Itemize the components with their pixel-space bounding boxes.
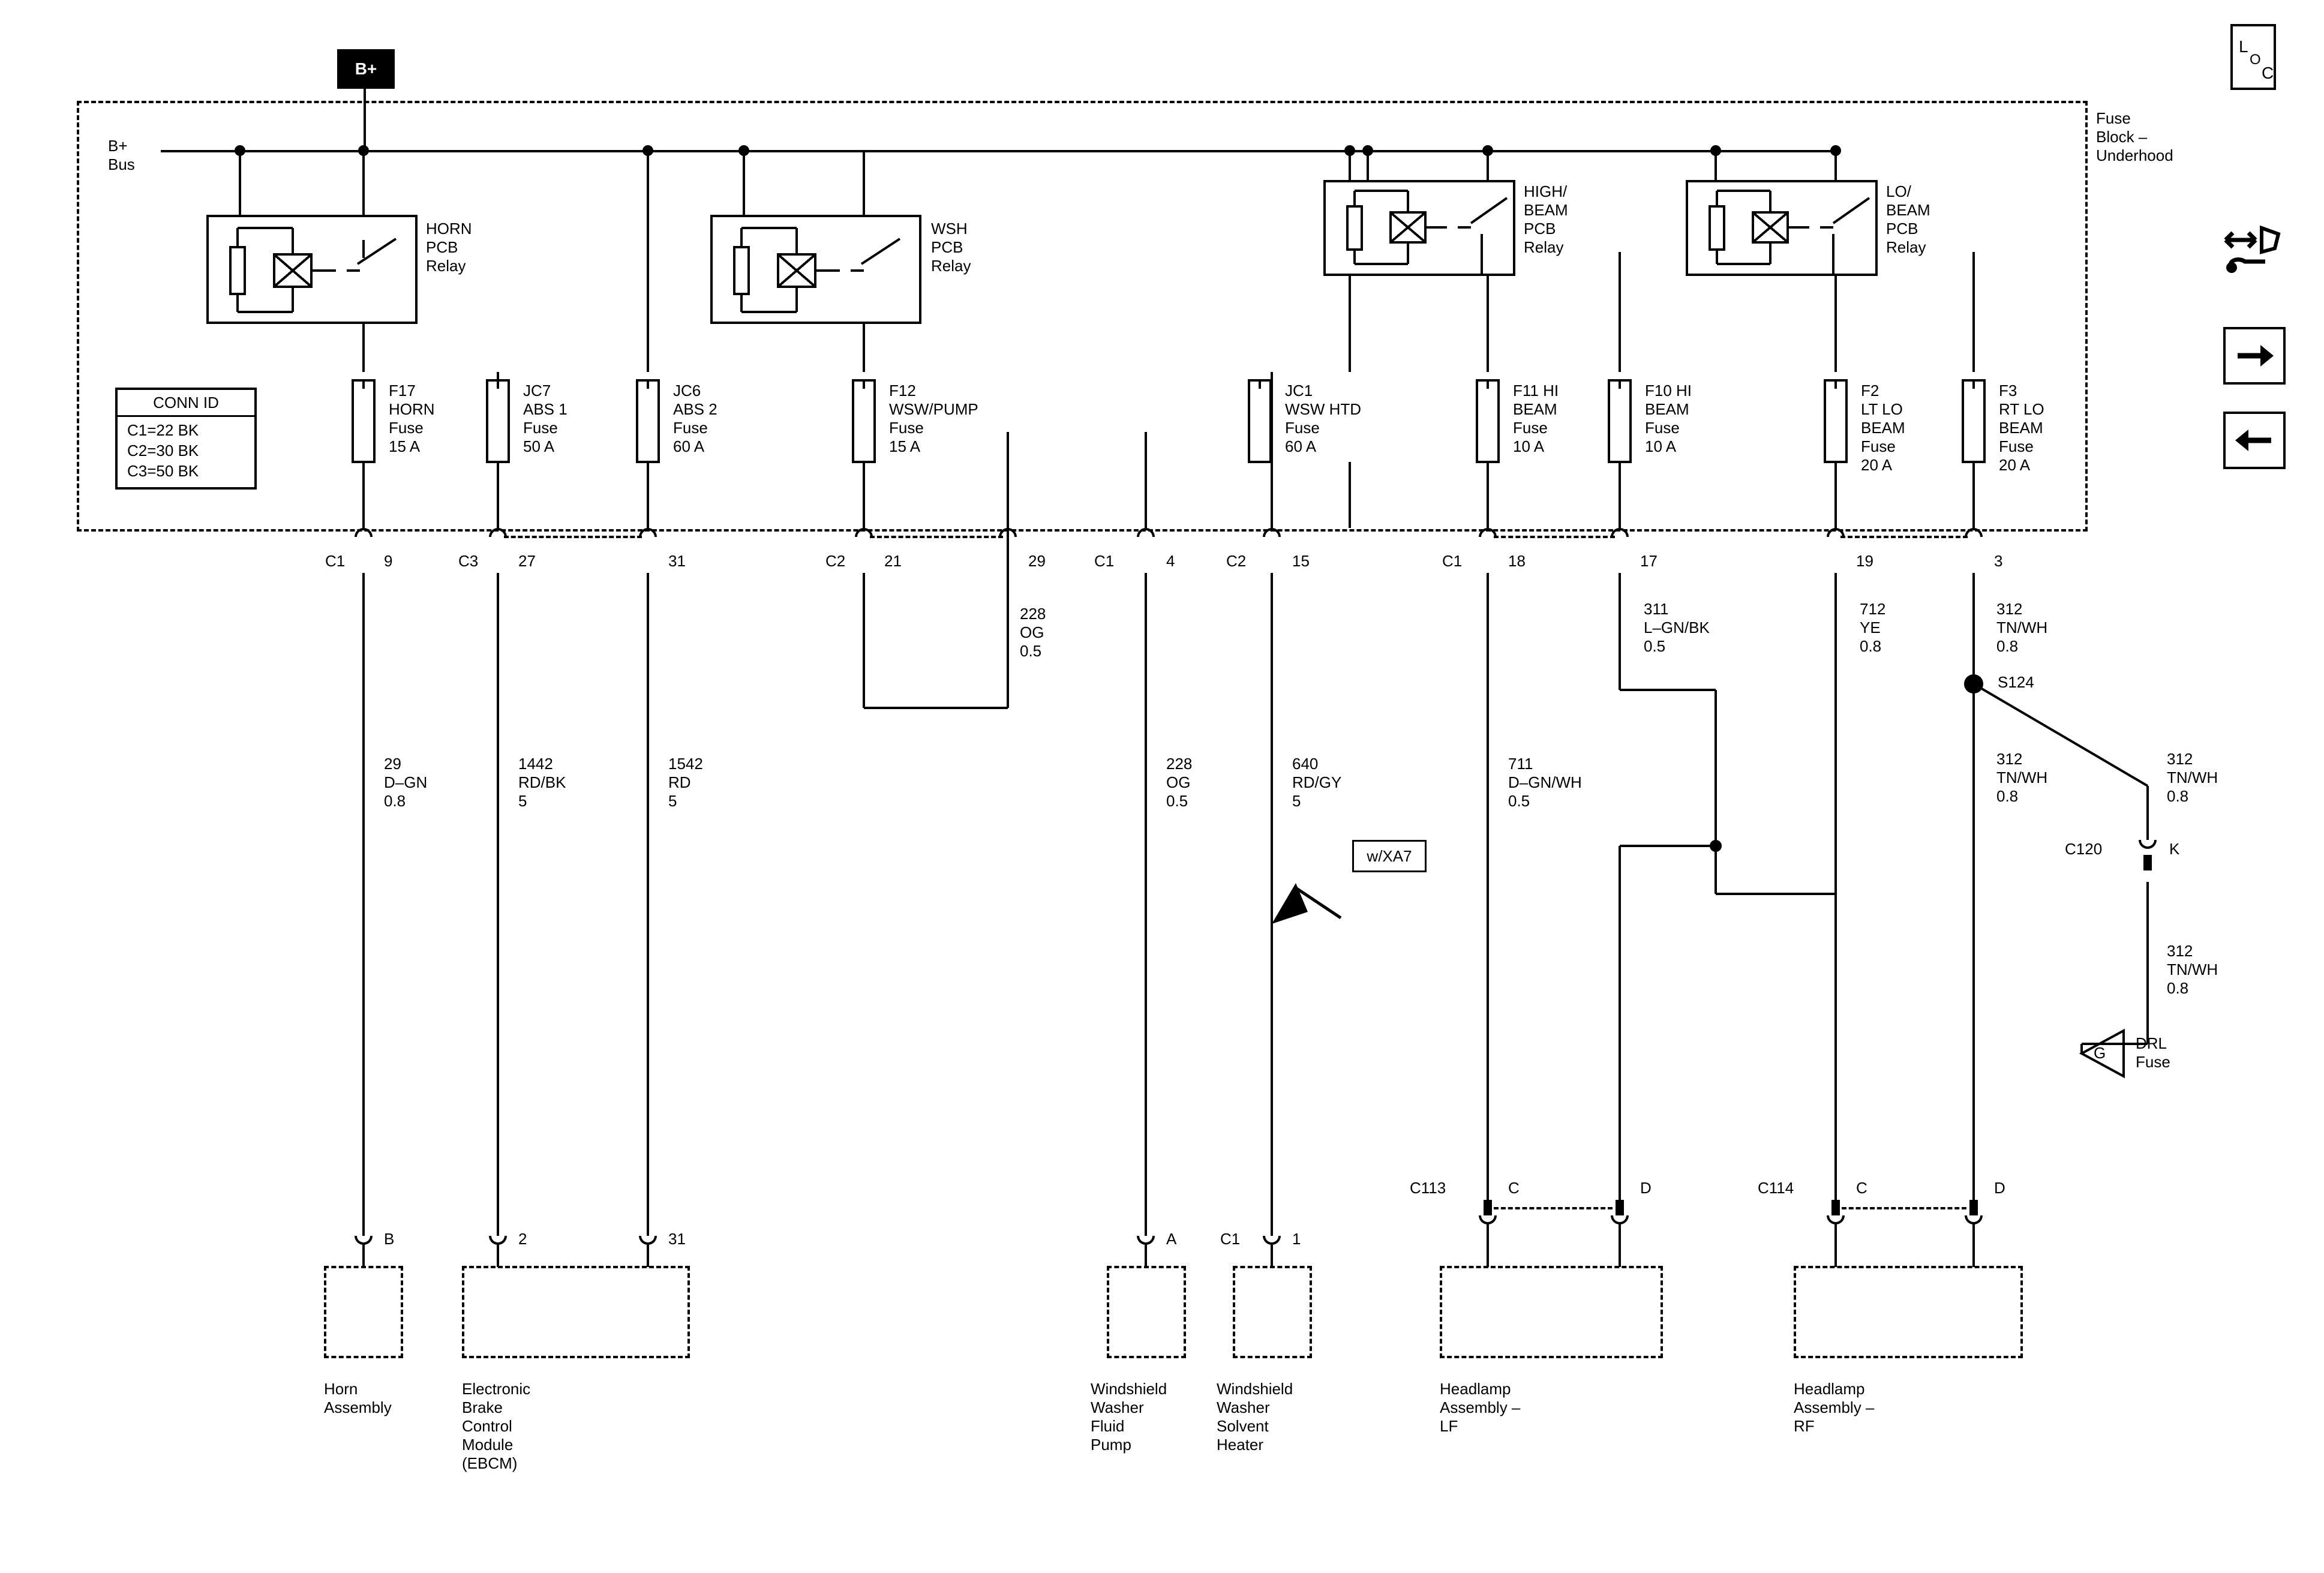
headlamp-assembly-lf-box[interactable] — [1440, 1266, 1663, 1358]
wire-label-228-og-jumper: 228 OG 0.5 — [1020, 605, 1046, 660]
conn-id-row-3: C3=50 BK — [127, 462, 199, 480]
b-plus-bus-line — [161, 150, 1834, 152]
fuse-jc7[interactable] — [486, 379, 510, 463]
connector-c120-label: C120 — [2065, 840, 2103, 858]
fuse-f17[interactable] — [352, 379, 376, 463]
terminal-arc-c113-c — [1479, 1215, 1497, 1224]
fuse-f11-label: F11 HI BEAM Fuse 10 A — [1513, 382, 1559, 455]
fuse-f17-label: F17 HORN Fuse 15 A — [389, 382, 435, 455]
wire-label-312-lower: 312 TN/WH 0.8 — [2167, 942, 2218, 997]
terminal-arc-pump-a — [1137, 1236, 1155, 1245]
c114-blade-c — [1831, 1200, 1840, 1215]
c113-group-link — [1494, 1207, 1613, 1209]
bottom-pin-a: A — [1166, 1230, 1177, 1248]
loc-letter-o: O — [2250, 52, 2261, 68]
terminal-arc-c113-d — [1611, 1215, 1629, 1224]
wire-label-1542: 1542 RD 5 — [668, 755, 703, 810]
wire-label-312-top: 312 TN/WH 0.8 — [1996, 600, 2048, 655]
option-arrow-head — [1272, 883, 1308, 924]
terminal-pin-27: 27 — [518, 552, 536, 570]
next-page-button[interactable] — [2223, 327, 2286, 385]
splice-label-s124: S124 — [1998, 673, 2034, 691]
connector-c120-blade — [2143, 855, 2152, 870]
terminal-label-c2-a: C2 — [825, 552, 846, 570]
fuse-jc6[interactable] — [636, 379, 660, 463]
wsh-relay-coil — [733, 246, 750, 295]
b-plus-terminal: B+ — [337, 49, 395, 89]
ebcm-box[interactable] — [462, 1266, 690, 1358]
terminal-arc-c120-k — [2139, 840, 2157, 849]
fuse-f3-label: F3 RT LO BEAM Fuse 20 A — [1999, 382, 2044, 474]
fuse-jc1[interactable] — [1248, 379, 1272, 463]
washer-solvent-heater-box[interactable] — [1233, 1266, 1312, 1358]
b-plus-bus-label-line1: B+ — [108, 137, 128, 155]
wire-label-711: 711 D–GN/WH 0.5 — [1508, 755, 1582, 810]
terminal-arc-ebcm-2 — [489, 1236, 507, 1245]
wire-label-1442: 1442 RD/BK 5 — [518, 755, 566, 810]
terminal-label-c1-b: C1 — [1094, 552, 1115, 570]
horn-relay-label: HORN PCB Relay — [426, 220, 472, 275]
bottom-label-c1: C1 — [1220, 1230, 1241, 1248]
wire-label-312-mid-right: 312 TN/WH 0.8 — [2167, 750, 2218, 805]
connector-c113-pin-d: D — [1640, 1179, 1652, 1197]
bottom-pin-1: 1 — [1292, 1230, 1301, 1248]
connector-group-c1-link — [1494, 536, 1615, 538]
fuse-f3[interactable] — [1962, 379, 1986, 463]
splice-s124-dot — [1964, 674, 1983, 694]
fuse-f10-label: F10 HI BEAM Fuse 10 A — [1645, 382, 1692, 455]
bottom-pin-31: 31 — [668, 1230, 686, 1248]
conn-id-row-1: C1=22 BK — [127, 421, 199, 439]
c113-blade-c — [1484, 1200, 1492, 1215]
terminal-pin-31-top: 31 — [668, 552, 686, 570]
lo-beam-relay-coil — [1709, 205, 1725, 251]
option-tag-label: w/XA7 — [1367, 847, 1412, 865]
wire-label-640: 640 RD/GY 5 — [1292, 755, 1342, 810]
terminal-arc-c114-d — [1965, 1215, 1983, 1224]
lo-beam-relay-label: LO/ BEAM PCB Relay — [1886, 182, 1930, 256]
wire-label-29: 29 D–GN 0.8 — [384, 755, 428, 810]
terminal-pin-4: 4 — [1166, 552, 1175, 570]
connector-c114-pin-c: C — [1856, 1179, 1867, 1197]
drl-fuse-label: DRL Fuse — [2136, 1034, 2170, 1071]
terminal-label-c3: C3 — [458, 552, 479, 570]
wire-label-312-mid-left: 312 TN/WH 0.8 — [1996, 750, 2048, 805]
fuse-f12[interactable] — [852, 379, 876, 463]
ebcm-label: Electronic Brake Control Module (EBCM) — [462, 1380, 531, 1472]
horn-relay-diode — [273, 253, 313, 288]
conn-id-row-2: C2=30 BK — [127, 442, 199, 460]
terminal-label-c1-c: C1 — [1442, 552, 1463, 570]
b-plus-bus-label-line2: Bus — [108, 155, 135, 173]
fuse-f2-label: F2 LT LO BEAM Fuse 20 A — [1861, 382, 1905, 474]
high-beam-relay-diode — [1389, 211, 1427, 244]
lo-beam-relay-diode — [1752, 211, 1789, 244]
drl-marker-letter: G — [2094, 1044, 2106, 1062]
connector-c114-label: C114 — [1758, 1179, 1794, 1197]
bottom-pin-2: 2 — [518, 1230, 527, 1248]
washer-fluid-pump-label: Windshield Washer Fluid Pump — [1091, 1380, 1167, 1454]
wire-label-311: 311 L–GN/BK 0.5 — [1644, 600, 1710, 655]
terminal-arc-c114-c — [1827, 1215, 1845, 1224]
wsh-relay-label: WSH PCB Relay — [931, 220, 971, 275]
connector-c120-pin: K — [2169, 840, 2180, 858]
terminal-pin-9: 9 — [384, 552, 393, 570]
c114-blade-d — [1969, 1200, 1978, 1215]
bottom-pin-b: B — [384, 1230, 395, 1248]
headlamp-assembly-rf-label: Headlamp Assembly – RF — [1794, 1380, 1875, 1435]
fuse-f11[interactable] — [1476, 379, 1500, 463]
high-beam-relay-label: HIGH/ BEAM PCB Relay — [1524, 182, 1568, 256]
wire-label-228-pump: 228 OG 0.5 — [1166, 755, 1193, 810]
loc-letter-c: C — [2262, 64, 2274, 82]
high-beam-relay-coil — [1346, 205, 1363, 251]
horn-relay-coil — [229, 246, 246, 295]
fuse-f2[interactable] — [1824, 379, 1848, 463]
terminal-label-c2-b: C2 — [1226, 552, 1247, 570]
connector-group-c2-link — [870, 536, 1003, 538]
fuse-f12-label: F12 WSW/PUMP Fuse 15 A — [889, 382, 978, 455]
previous-page-button[interactable] — [2223, 412, 2286, 469]
terminal-pin-17: 17 — [1640, 552, 1658, 570]
c114-group-link — [1842, 1207, 1966, 1209]
fuse-jc6-label: JC6 ABS 2 Fuse 60 A — [673, 382, 717, 455]
terminal-pin-29: 29 — [1028, 552, 1046, 570]
terminal-pin-18: 18 — [1508, 552, 1526, 570]
option-tag-wxa7 — [1352, 840, 1427, 872]
c113-blade-d — [1616, 1200, 1624, 1215]
connector-c113-label: C113 — [1410, 1179, 1446, 1197]
fuse-block-label: Fuse Block – Underhood — [2096, 109, 2173, 164]
horn-assembly-box[interactable] — [324, 1266, 403, 1358]
fuse-jc1-label: JC1 WSW HTD Fuse 60 A — [1285, 382, 1362, 455]
loc-button[interactable] — [2230, 24, 2276, 90]
terminal-arc-horn-b — [355, 1236, 373, 1245]
wsh-relay-diode — [777, 253, 816, 288]
loc-letter-l: L — [2239, 37, 2248, 56]
conn-id-title: CONN ID — [153, 394, 219, 412]
terminal-arc-ebcm-31 — [639, 1236, 657, 1245]
horn-assembly-label: Horn Assembly — [324, 1380, 392, 1416]
connector-c113-pin-c: C — [1508, 1179, 1520, 1197]
terminal-pin-15: 15 — [1292, 552, 1310, 570]
headlamp-assembly-lf-label: Headlamp Assembly – LF — [1440, 1380, 1521, 1435]
terminal-pin-21: 21 — [884, 552, 902, 570]
fuse-f10[interactable] — [1608, 379, 1632, 463]
washer-fluid-pump-box[interactable] — [1107, 1266, 1186, 1358]
terminal-pin-19: 19 — [1856, 552, 1873, 570]
washer-solvent-heater-label: Windshield Washer Solvent Heater — [1217, 1380, 1293, 1454]
headlamp-assembly-rf-box[interactable] — [1794, 1266, 2023, 1358]
connector-group-c3-link — [504, 536, 642, 538]
connector-c114-pin-d: D — [1994, 1179, 2005, 1197]
conn-id-box — [115, 388, 257, 490]
terminal-label-c1-a: C1 — [325, 552, 346, 570]
terminal-pin-3: 3 — [1994, 552, 2003, 570]
connector-group-beam-link — [1840, 536, 1968, 538]
fuse-jc7-label: JC7 ABS 1 Fuse 50 A — [523, 382, 568, 455]
wire-label-712: 712 YE 0.8 — [1860, 600, 1886, 655]
b-plus-bus-stub — [161, 150, 197, 152]
terminal-arc-heater-1 — [1263, 1236, 1281, 1245]
